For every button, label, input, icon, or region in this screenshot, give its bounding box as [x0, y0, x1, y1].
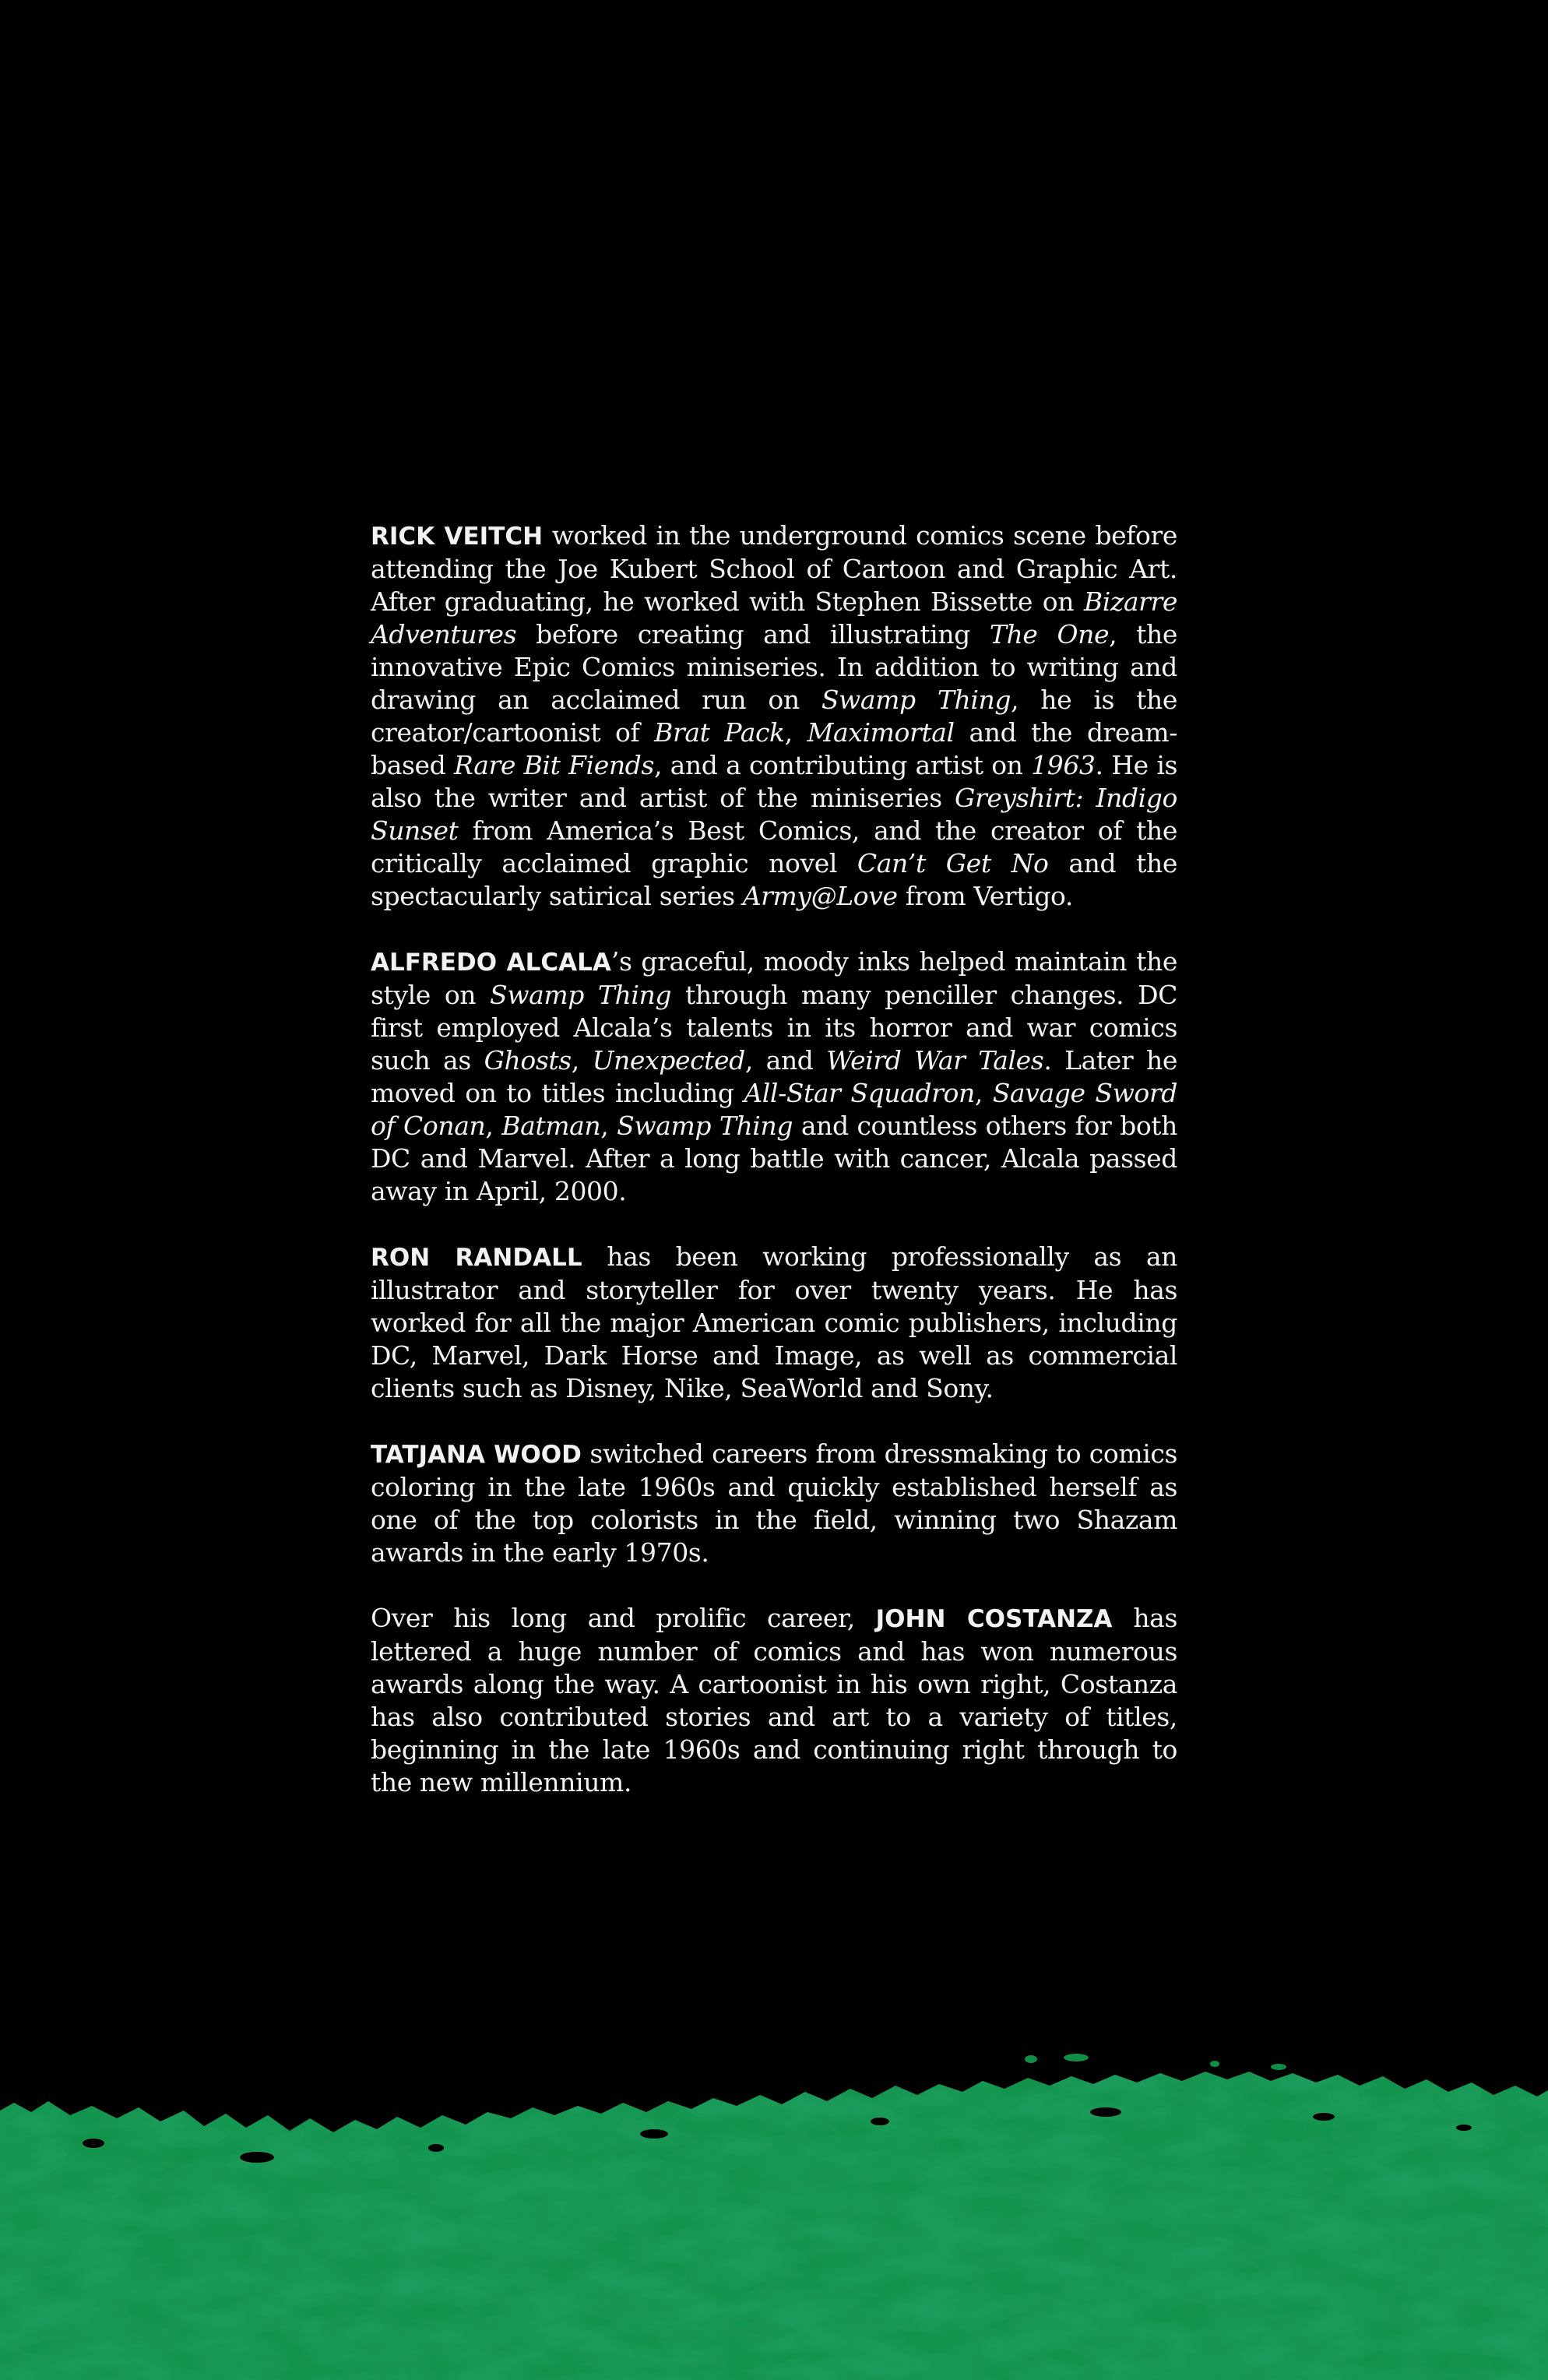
bio-text: ,: [571, 1045, 593, 1076]
work-title: Swamp Thing: [821, 685, 1011, 715]
bio-text: and the spectacularly satirical series: [371, 848, 1177, 911]
work-title: Can’t Get No: [857, 848, 1049, 878]
bio-ron-randall: [371, 1241, 1177, 1405]
bio-text: . He is also the writer and artist of the miniseries: [371, 750, 1178, 813]
bio-text: , and a contributing artist on: [653, 750, 1032, 780]
bio-text: switched careers from dressmaking to comics coloring in the late 1960s and quickly established herself as one of the top colorists in the field, winning two Shazam awards in the early 1970s.: [371, 1438, 1177, 1568]
work-title: Swamp Thing: [617, 1111, 793, 1141]
work-title: The One: [989, 619, 1110, 650]
work-title: Savage Sword of Conan: [371, 1078, 1177, 1141]
bio-rick-veitch: [371, 519, 1177, 913]
bio-text: from Vertigo.: [897, 881, 1073, 911]
bio-text: before creating and illustrating: [516, 619, 990, 650]
bio-text: and the dream-based: [371, 717, 1177, 780]
contributor-name: JOHN COSTANZA: [875, 1605, 1113, 1633]
bio-text: ’s graceful, moody inks helped maintain the style on: [371, 946, 1177, 1010]
green-painted-ground-decoration: [0, 2040, 1548, 2380]
work-title: Rare Bit Fiends: [454, 750, 654, 780]
work-title: Weird War Tales: [826, 1045, 1044, 1076]
bio-text: has been working professionally as an illustrator and storyteller for over twenty years. He has worked for all the major American comic publishers, including DC, Marvel, Dark Horse and Image, as well as commercial clients such as Disney, Nike, SeaWorld and Sony.: [371, 1241, 1178, 1403]
work-title: Brat Pack: [654, 717, 785, 748]
work-title: 1963: [1031, 750, 1096, 780]
contributor-name: RICK VEITCH: [371, 523, 544, 551]
work-title: Army@Love: [742, 881, 898, 911]
contributor-name: ALFREDO ALCALA: [371, 949, 611, 977]
paint-drops: [1025, 2054, 1286, 2070]
work-title: Swamp Thing: [490, 980, 672, 1010]
bio-tatjana-wood: [371, 1438, 1177, 1569]
contributor-name: TATJANA WOOD: [371, 1441, 582, 1469]
bio-text: and countless others for both DC and Marvel. After a long battle with cancer, Alcala passed away in April, 2000.: [371, 1111, 1178, 1206]
work-title: Maximortal: [807, 717, 955, 748]
bio-text: . Later he moved on to titles including: [371, 1045, 1177, 1108]
bio-john-costanza: [371, 1602, 1177, 1799]
bio-text: ,: [485, 1111, 502, 1141]
work-title: Ghosts: [484, 1045, 572, 1076]
bio-text: from America’s Best Comics, and the creator of the critically acclaimed graphic novel: [371, 815, 1177, 878]
bio-alfredo-alcala: [371, 945, 1177, 1208]
bio-text: through many penciller changes. DC first employed Alcala’s talents in its horror and war comics such as: [371, 980, 1177, 1076]
bio-text: ,: [974, 1078, 993, 1108]
work-title: Greyshirt: Indigo Sunset: [371, 783, 1178, 846]
work-title: Batman: [501, 1111, 601, 1141]
bio-text: ,: [600, 1111, 617, 1141]
bio-text: , the innovative Epic Comics miniseries. In addition to writing and drawing an acclaimed run on: [371, 619, 1177, 715]
bio-text: worked in the underground comics scene before attending the Joe Kubert School of Cartoon and Graphic Art. After graduating, he worked with Stephen Bissette on: [371, 520, 1177, 617]
contributor-bios: [371, 519, 1177, 1832]
bio-text: Over his long and prolific career,: [371, 1603, 876, 1633]
bio-text: , and: [744, 1045, 827, 1076]
work-title: All-Star Squadron: [744, 1078, 975, 1108]
work-title: Unexpected: [592, 1045, 745, 1076]
bio-text: , he is the creator/cartoonist of: [371, 685, 1178, 748]
bio-text: has lettered a huge number of comics and has won numerous awards along the way. A cartoonist in his own right, Costanza has also contributed stories and art to a variety of titles, beginning in the late 1960s and continuing right through to the new millennium.: [371, 1603, 1177, 1797]
work-title: Bizarre Adventures: [371, 586, 1177, 650]
contributor-name: RON RANDALL: [371, 1244, 582, 1272]
bio-text: ,: [784, 717, 807, 748]
